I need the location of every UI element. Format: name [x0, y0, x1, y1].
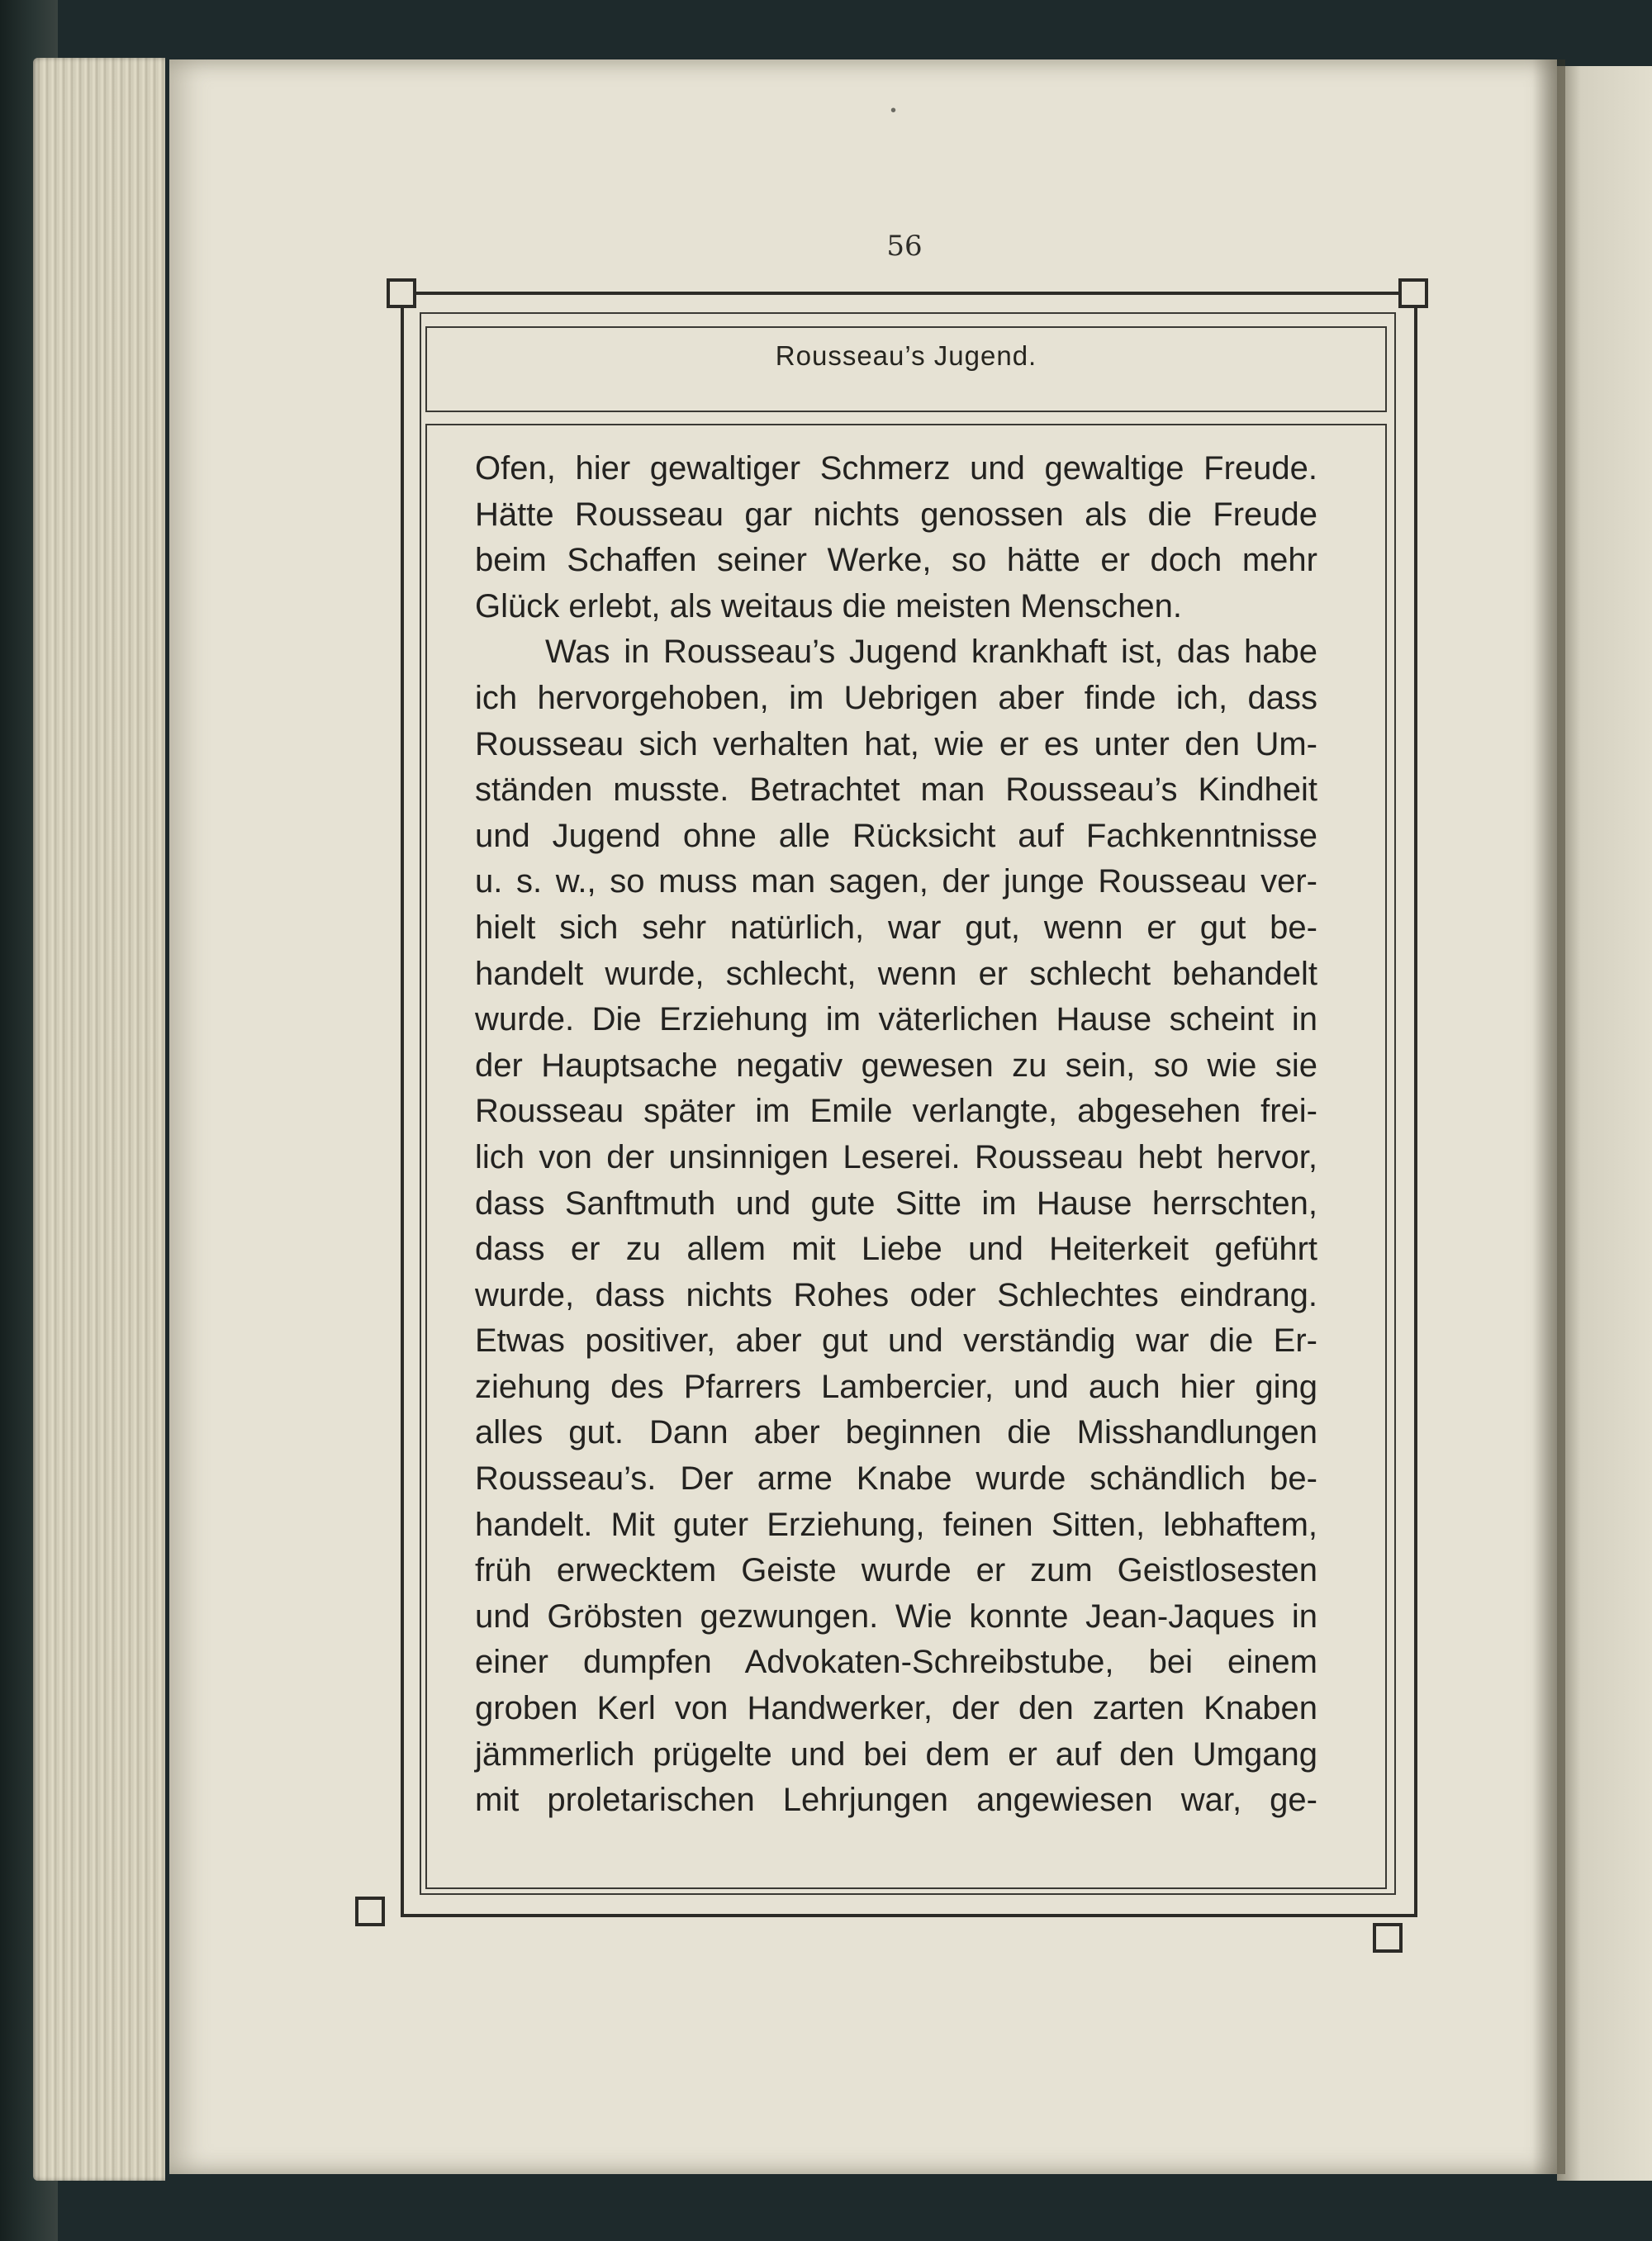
frame-corner-bottom-right	[1373, 1923, 1403, 1953]
text-line: jämmerlich prügelte und bei dem er auf den Umgang	[475, 1735, 1317, 1773]
text-line: Was in Rousseau’s Jugend krankhaft ist, das habe	[545, 634, 1317, 671]
page-stack-edges	[33, 58, 165, 2181]
text-line: mit proletarischen Lehrjungen angewiesen war, ge-	[475, 1782, 1317, 1819]
text-line: alles gut. Dann aber beginnen die Misshandlungen	[475, 1414, 1317, 1451]
ornament-dot: •	[890, 102, 897, 120]
text-line: wurde, dass nichts Rohes oder Schlechtes eindrang.	[475, 1276, 1317, 1313]
text-line: Etwas positiver, aber gut und verständig war die Er-	[475, 1322, 1317, 1360]
text-line: Rousseau’s. Der arme Knabe wurde schändlich be-	[475, 1460, 1317, 1498]
text-line: hielt sich sehr natürlich, war gut, wenn er gut be-	[475, 909, 1317, 946]
text-line: und Jugend ohne alle Rücksicht auf Fachkenntnisse	[475, 817, 1317, 854]
frame-corner-top-right	[1398, 278, 1428, 308]
text-line: ziehung des Pfarrers Lambercier, und auch hier ging	[475, 1368, 1317, 1405]
text-line: und Gröbsten gezwungen. Wie konnte Jean-Jaques in	[475, 1598, 1317, 1635]
text-line: handelt wurde, schlecht, wenn er schlecht behandelt	[475, 955, 1317, 992]
running-head: Rousseau’s Jugend.	[775, 340, 1037, 371]
body-text	[475, 446, 1317, 1824]
frame-corner-top-left	[387, 278, 416, 308]
text-line: ständen musste. Betrachtet man Rousseau’s Kindheit	[475, 772, 1317, 809]
text-line: handelt. Mit guter Erziehung, feinen Sitten, lebhaftem,	[475, 1506, 1317, 1543]
text-line: Ofen, hier gewaltiger Schmerz und gewaltige Freude.	[475, 450, 1317, 487]
text-line: einer dumpfen Advokaten-Schreibstube, bei einem	[475, 1644, 1317, 1681]
text-line: groben Kerl von Handwerker, der den zarten Knaben	[475, 1690, 1317, 1727]
text-line: Hätte Rousseau gar nichts genossen als die Freude	[475, 496, 1317, 533]
text-line: u. s. w., so muss man sagen, der junge Rousseau ver-	[475, 863, 1317, 900]
page-number: 56	[886, 230, 923, 263]
text-line: dass er zu allem mit Liebe und Heiterkeit geführt	[475, 1231, 1317, 1268]
text-line: der Hauptsache negativ gewesen zu sein, so wie sie	[475, 1047, 1317, 1084]
text-line: Rousseau später im Emile verlangte, abgesehen frei-	[475, 1093, 1317, 1130]
text-line: früh erwecktem Geiste wurde er zum Geistlosesten	[475, 1552, 1317, 1589]
text-line: wurde. Die Erziehung im väterlichen Hause scheint in	[475, 1001, 1317, 1038]
gutter-shadow	[1532, 59, 1565, 2174]
text-line: beim Schaffen seiner Werke, so hätte er doch mehr	[475, 542, 1317, 579]
text-line: Glück erlebt, als weitaus die meisten Menschen.	[475, 587, 1182, 624]
text-line: lich von der unsinnigen Leserei. Rousseau hebt hervor,	[475, 1138, 1317, 1175]
text-line: Rousseau sich verhalten hat, wie er es unter den Um-	[475, 725, 1317, 762]
text-line: ich hervorgehoben, im Uebrigen aber finde ich, dass	[475, 679, 1317, 716]
next-page-edge	[1557, 66, 1652, 2181]
text-line: dass Sanftmuth und gute Sitte im Hause herrschten,	[475, 1185, 1317, 1222]
frame-corner-bottom-left	[355, 1897, 385, 1926]
